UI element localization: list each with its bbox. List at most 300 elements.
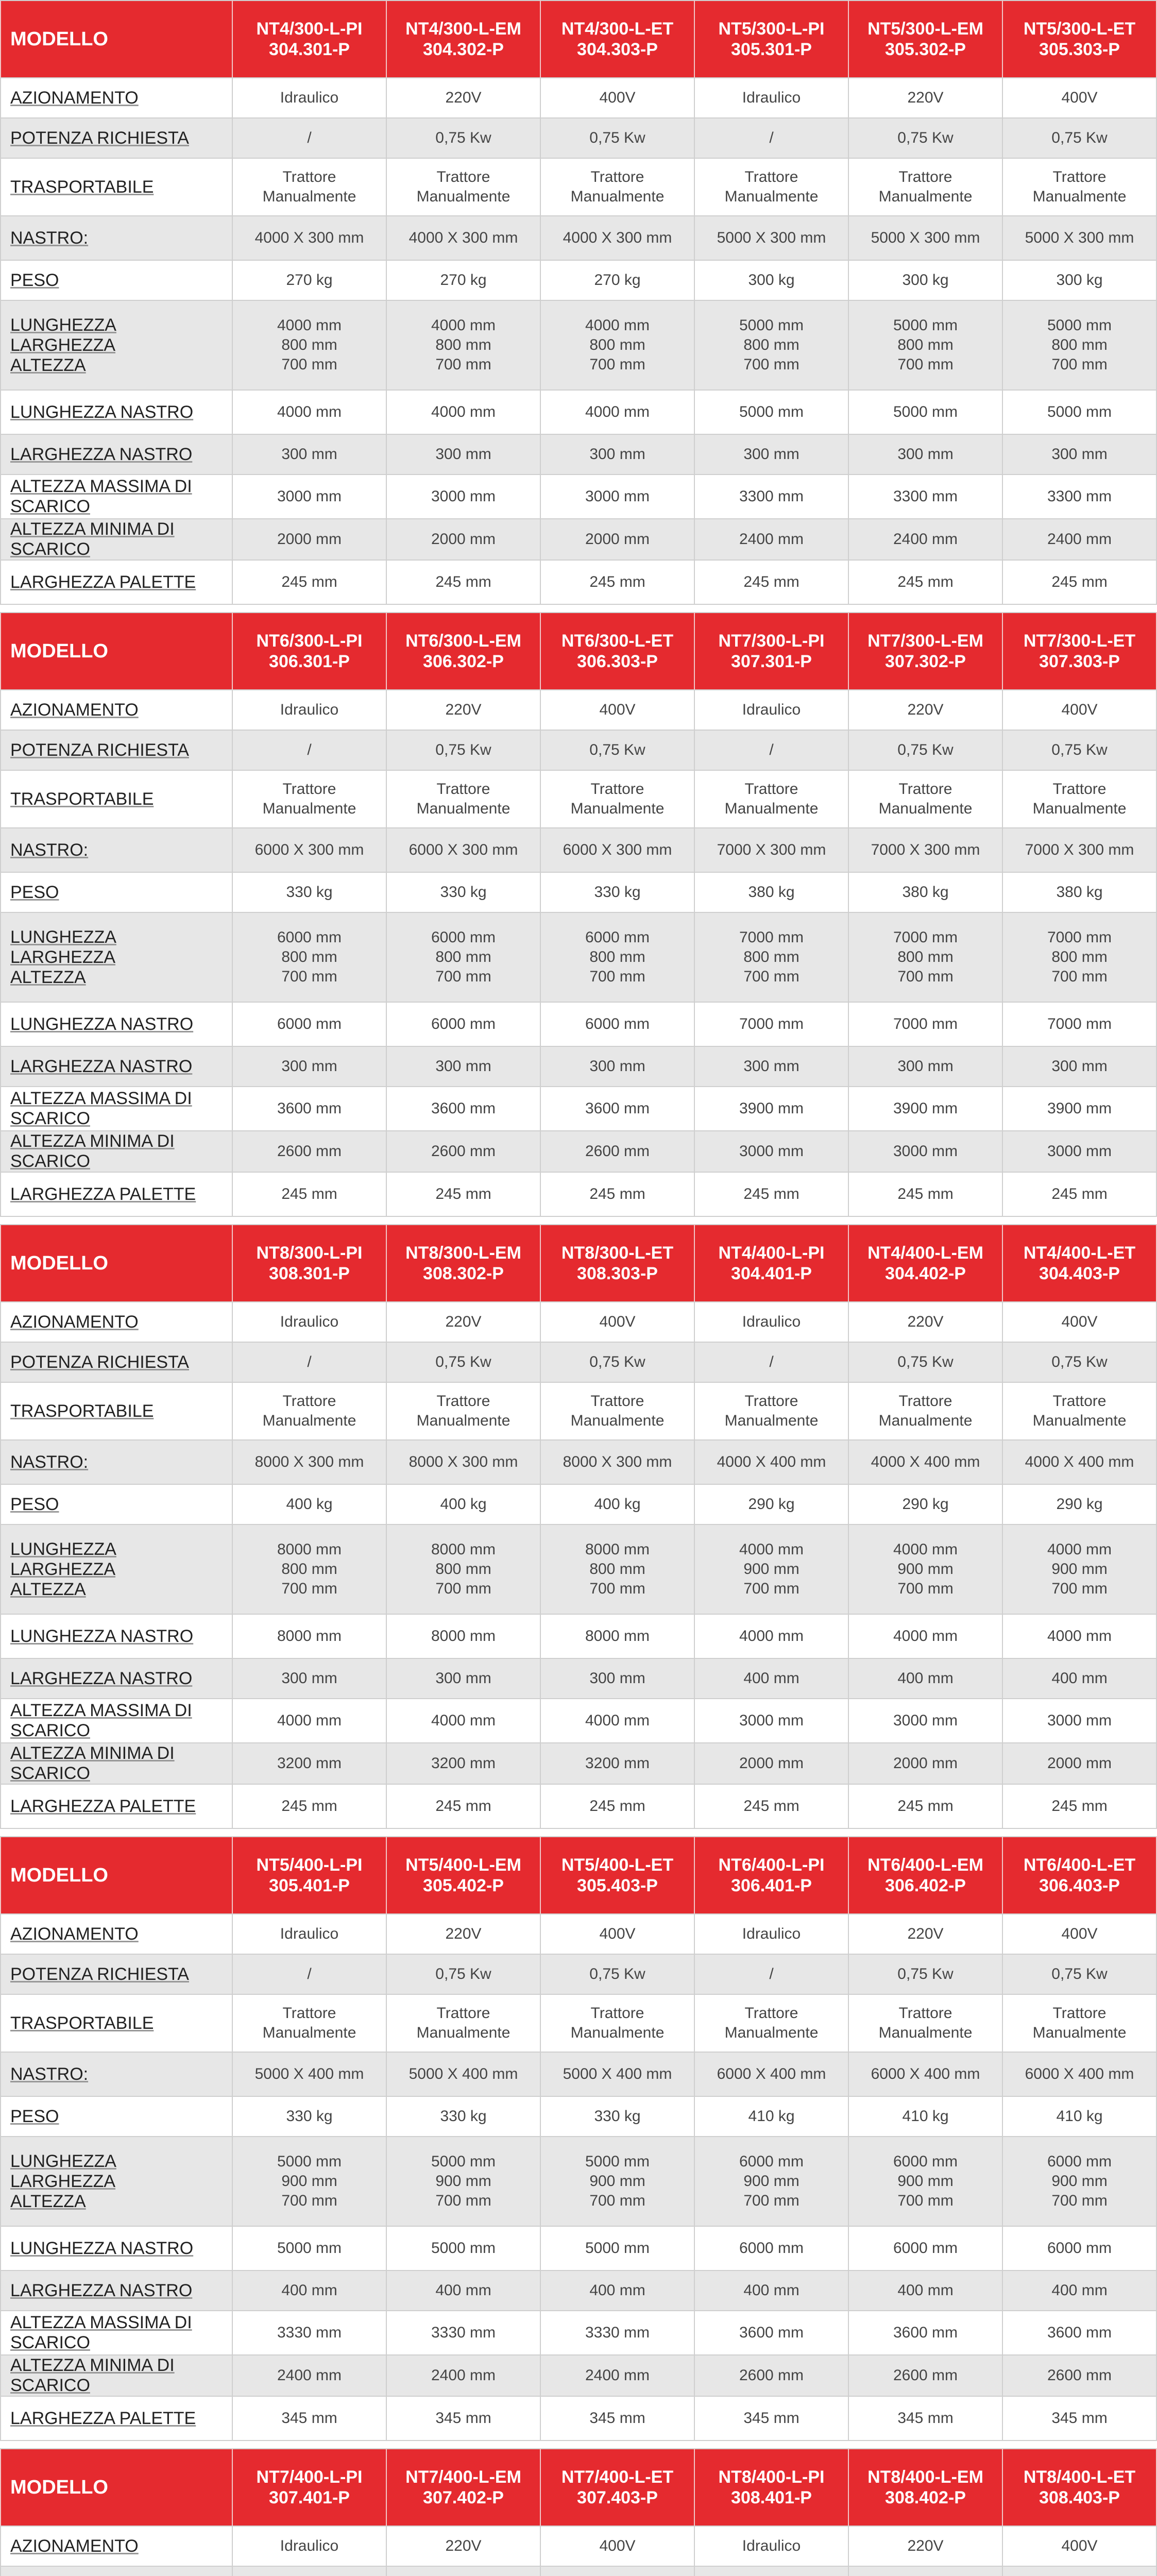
table-cell: 3000 mm bbox=[848, 1131, 1002, 1172]
table-cell: Trattore Manualmente bbox=[232, 1382, 386, 1440]
model-header: NT5/300-L-ET 305.303-P bbox=[1002, 1, 1156, 78]
table-cell: 0,75 Kw bbox=[848, 1342, 1002, 1382]
table-cell: 6000 X 300 mm bbox=[540, 828, 694, 872]
table-cell: 270 kg bbox=[540, 260, 694, 300]
table-cell: 300 mm bbox=[386, 1658, 540, 1699]
table-cell: 300 mm bbox=[1002, 434, 1156, 474]
table-cell: 7000 X 300 mm bbox=[1002, 828, 1156, 872]
table-cell: 2600 mm bbox=[232, 1131, 386, 1172]
row-label-nastro: NASTRO: bbox=[1, 2052, 232, 2096]
table-cell: 6000 mm 900 mm 700 mm bbox=[848, 2137, 1002, 2226]
table-row bbox=[1, 1524, 1156, 1614]
model-header: NT4/400-L-PI 304.401-P bbox=[694, 1225, 848, 1302]
table-cell: 345 mm bbox=[694, 2396, 848, 2441]
table-row bbox=[1, 1614, 1156, 1658]
table-cell: 6000 mm 900 mm 700 mm bbox=[1002, 2137, 1156, 2226]
table-cell: 345 mm bbox=[1002, 2396, 1156, 2441]
table-cell: 380 kg bbox=[1002, 872, 1156, 912]
model-header: NT7/400-L-ET 307.403-P bbox=[540, 2449, 694, 2526]
table-cell: 3000 mm bbox=[848, 1699, 1002, 1743]
table-row bbox=[1, 1743, 1156, 1784]
table-cell: 8000 X 300 mm bbox=[232, 1440, 386, 1484]
table-cell: 5000 X 400 mm bbox=[540, 2052, 694, 2096]
table-cell bbox=[540, 2566, 694, 2576]
table-cell: 7000 mm 800 mm 700 mm bbox=[694, 912, 848, 1002]
row-label-lunghezza-nastro: LUNGHEZZA NASTRO bbox=[1, 1002, 232, 1046]
table-row bbox=[1, 390, 1156, 434]
table-cell: 300 mm bbox=[232, 1658, 386, 1699]
model-header: NT6/300-L-ET 306.303-P bbox=[540, 613, 694, 690]
table-cell: 7000 mm bbox=[848, 1002, 1002, 1046]
table-cell: 345 mm bbox=[386, 2396, 540, 2441]
table-cell: 245 mm bbox=[540, 560, 694, 604]
table-cell: 220V bbox=[386, 78, 540, 118]
table-cell: 245 mm bbox=[232, 1172, 386, 1216]
table-cell: 2400 mm bbox=[694, 519, 848, 560]
table-cell: 400V bbox=[1002, 690, 1156, 730]
table-cell: 4000 mm bbox=[540, 1699, 694, 1743]
model-header: NT4/400-L-EM 304.402-P bbox=[848, 1225, 1002, 1302]
modello-label: MODELLO bbox=[1, 1225, 232, 1302]
table-cell: 245 mm bbox=[386, 560, 540, 604]
table-cell: 0,75 Kw bbox=[1002, 730, 1156, 770]
table-cell: 400 kg bbox=[540, 1484, 694, 1524]
table-cell: 0,75 Kw bbox=[540, 1342, 694, 1382]
table-cell: 245 mm bbox=[232, 560, 386, 604]
table-cell: 5000 X 400 mm bbox=[232, 2052, 386, 2096]
table-cell: 300 mm bbox=[386, 434, 540, 474]
spec-table bbox=[0, 1224, 1157, 1829]
row-label-trasportabile: TRASPORTABILE bbox=[1, 158, 232, 216]
model-header: NT7/400-L-PI 307.401-P bbox=[232, 2449, 386, 2526]
table-cell: 3600 mm bbox=[1002, 2311, 1156, 2355]
table-cell: 400 mm bbox=[1002, 2270, 1156, 2311]
table-cell: 245 mm bbox=[540, 1784, 694, 1828]
table-cell: Idraulico bbox=[694, 2526, 848, 2566]
table-cell: 245 mm bbox=[848, 1172, 1002, 1216]
table-row bbox=[1, 1440, 1156, 1484]
table-cell: Trattore Manualmente bbox=[848, 1382, 1002, 1440]
table-cell: 400V bbox=[1002, 1302, 1156, 1342]
table-cell: 4000 mm bbox=[386, 390, 540, 434]
table-row bbox=[1, 1658, 1156, 1699]
table-cell: Trattore Manualmente bbox=[232, 1994, 386, 2052]
table-cell: 5000 X 300 mm bbox=[848, 216, 1002, 260]
table-row bbox=[1, 770, 1156, 828]
table-cell: Idraulico bbox=[232, 690, 386, 730]
table-cell: 300 mm bbox=[848, 434, 1002, 474]
table-spacer bbox=[0, 1829, 1157, 1836]
model-header: NT8/300-L-PI 308.301-P bbox=[232, 1225, 386, 1302]
table-cell: 3900 mm bbox=[694, 1087, 848, 1131]
table-cell: 3330 mm bbox=[540, 2311, 694, 2355]
table-cell: 8000 mm bbox=[386, 1614, 540, 1658]
table-cell: 3330 mm bbox=[386, 2311, 540, 2355]
row-label-altezza-min: ALTEZZA MINIMA DI SCARICO bbox=[1, 519, 232, 560]
table-cell: 8000 mm bbox=[540, 1614, 694, 1658]
table-cell bbox=[694, 2566, 848, 2576]
row-label-nastro: NASTRO: bbox=[1, 216, 232, 260]
table-cell: 5000 mm 900 mm 700 mm bbox=[540, 2137, 694, 2226]
table-row bbox=[1, 1087, 1156, 1131]
table-cell: Trattore Manualmente bbox=[540, 770, 694, 828]
table-cell: 8000 mm 800 mm 700 mm bbox=[232, 1524, 386, 1614]
table-spacer bbox=[0, 2441, 1157, 2448]
table-row bbox=[1, 2566, 1156, 2576]
table-cell: 5000 mm 800 mm 700 mm bbox=[848, 300, 1002, 390]
table-cell: 245 mm bbox=[694, 560, 848, 604]
table-cell: 7000 mm bbox=[1002, 1002, 1156, 1046]
table-cell: Trattore Manualmente bbox=[1002, 158, 1156, 216]
table-row bbox=[1, 1002, 1156, 1046]
table-cell: 3900 mm bbox=[848, 1087, 1002, 1131]
table-cell: 4000 mm bbox=[540, 390, 694, 434]
table-cell: 245 mm bbox=[540, 1172, 694, 1216]
table-cell: Trattore Manualmente bbox=[232, 770, 386, 828]
table-cell: 2400 mm bbox=[540, 2355, 694, 2396]
table-cell: 400V bbox=[540, 78, 694, 118]
table-cell: 3200 mm bbox=[540, 1743, 694, 1784]
row-label-lunghezza-nastro: LUNGHEZZA NASTRO bbox=[1, 1614, 232, 1658]
model-header: NT4/400-L-ET 304.403-P bbox=[1002, 1225, 1156, 1302]
table-row bbox=[1, 260, 1156, 300]
model-header: NT4/300-L-ET 304.303-P bbox=[540, 1, 694, 78]
table-cell: 0,75 Kw bbox=[1002, 118, 1156, 158]
table-cell: 245 mm bbox=[694, 1784, 848, 1828]
table-cell: 2600 mm bbox=[848, 2355, 1002, 2396]
table-row bbox=[1, 1484, 1156, 1524]
table-cell: 6000 mm bbox=[694, 2226, 848, 2270]
model-header: NT5/300-L-EM 305.302-P bbox=[848, 1, 1002, 78]
modello-label: MODELLO bbox=[1, 613, 232, 690]
table-cell: 0,75 Kw bbox=[848, 730, 1002, 770]
table-row bbox=[1, 2526, 1156, 2566]
table-cell: 5000 mm bbox=[694, 390, 848, 434]
table-cell: 345 mm bbox=[540, 2396, 694, 2441]
row-label-peso: PESO bbox=[1, 260, 232, 300]
table-cell: 290 kg bbox=[694, 1484, 848, 1524]
table-cell: / bbox=[232, 1954, 386, 1994]
model-header: NT5/400-L-PI 305.401-P bbox=[232, 1837, 386, 1914]
table-cell: 330 kg bbox=[540, 2096, 694, 2137]
row-label-altezza-min: ALTEZZA MINIMA DI SCARICO bbox=[1, 2355, 232, 2396]
table-row bbox=[1, 216, 1156, 260]
model-header: NT5/400-L-EM 305.402-P bbox=[386, 1837, 540, 1914]
table-cell: 345 mm bbox=[848, 2396, 1002, 2441]
table-cell: 330 kg bbox=[386, 2096, 540, 2137]
table-cell: 245 mm bbox=[848, 1784, 1002, 1828]
table-cell: 400 mm bbox=[1002, 1658, 1156, 1699]
table-cell: 300 mm bbox=[540, 434, 694, 474]
table-cell: 4000 X 300 mm bbox=[232, 216, 386, 260]
table-cell: / bbox=[232, 118, 386, 158]
row-label-trasportabile: TRASPORTABILE bbox=[1, 1994, 232, 2052]
table-cell: 4000 mm bbox=[386, 1699, 540, 1743]
row-label-peso: PESO bbox=[1, 2096, 232, 2137]
table-cell: 7000 X 300 mm bbox=[848, 828, 1002, 872]
table-cell: 2000 mm bbox=[386, 519, 540, 560]
table-cell: 6000 X 400 mm bbox=[1002, 2052, 1156, 2096]
table-cell: Idraulico bbox=[694, 78, 848, 118]
table-cell: 3000 mm bbox=[1002, 1699, 1156, 1743]
model-header: NT7/300-L-ET 307.303-P bbox=[1002, 613, 1156, 690]
table-cell: 410 kg bbox=[694, 2096, 848, 2137]
row-label-potenza: POTENZA RICHIESTA bbox=[1, 730, 232, 770]
table-cell: 220V bbox=[848, 2526, 1002, 2566]
table-cell: 400 mm bbox=[232, 2270, 386, 2311]
table-cell bbox=[848, 2566, 1002, 2576]
table-cell bbox=[1002, 2566, 1156, 2576]
table-cell: 400V bbox=[1002, 1914, 1156, 1954]
table-cell: 300 kg bbox=[694, 260, 848, 300]
table-row bbox=[1, 828, 1156, 872]
model-header: NT5/300-L-PI 305.301-P bbox=[694, 1, 848, 78]
table-cell: 2600 mm bbox=[386, 1131, 540, 1172]
table-cell: 6000 mm 800 mm 700 mm bbox=[540, 912, 694, 1002]
table-row bbox=[1, 1954, 1156, 1994]
table-cell: 245 mm bbox=[1002, 1784, 1156, 1828]
table-cell: / bbox=[232, 1342, 386, 1382]
table-cell: 0,75 Kw bbox=[386, 1342, 540, 1382]
model-header: NT6/400-L-PI 306.401-P bbox=[694, 1837, 848, 1914]
table-cell: 400 mm bbox=[694, 1658, 848, 1699]
table-cell: 4000 X 400 mm bbox=[848, 1440, 1002, 1484]
table-cell: 2600 mm bbox=[1002, 2355, 1156, 2396]
table-cell: 245 mm bbox=[232, 1784, 386, 1828]
table-cell: 0,75 Kw bbox=[540, 1954, 694, 1994]
table-cell: 220V bbox=[386, 1302, 540, 1342]
table-cell: 5000 mm bbox=[540, 2226, 694, 2270]
row-label-larghezza-palette: LARGHEZZA PALETTE bbox=[1, 1172, 232, 1216]
table-cell: 400 kg bbox=[232, 1484, 386, 1524]
table-header-row bbox=[1, 613, 1156, 690]
row-label-lunghezza-nastro: LUNGHEZZA NASTRO bbox=[1, 390, 232, 434]
table-cell: / bbox=[694, 118, 848, 158]
row-label-larghezza-palette: LARGHEZZA PALETTE bbox=[1, 2396, 232, 2441]
table-cell: 7000 mm 800 mm 700 mm bbox=[1002, 912, 1156, 1002]
table-cell: 330 kg bbox=[540, 872, 694, 912]
table-row bbox=[1, 730, 1156, 770]
table-row bbox=[1, 1699, 1156, 1743]
table-cell: 400V bbox=[540, 690, 694, 730]
table-cell: 4000 mm 800 mm 700 mm bbox=[540, 300, 694, 390]
table-cell: 300 mm bbox=[1002, 1046, 1156, 1087]
table-cell: 380 kg bbox=[694, 872, 848, 912]
table-cell: 245 mm bbox=[694, 1172, 848, 1216]
table-cell: 3200 mm bbox=[386, 1743, 540, 1784]
table-row bbox=[1, 1172, 1156, 1216]
table-cell: 2000 mm bbox=[848, 1743, 1002, 1784]
table-row bbox=[1, 2226, 1156, 2270]
model-header: NT7/300-L-EM 307.302-P bbox=[848, 613, 1002, 690]
table-row bbox=[1, 1784, 1156, 1828]
row-label-dimensioni: LUNGHEZZA LARGHEZZA ALTEZZA bbox=[1, 2137, 232, 2226]
table-cell: Idraulico bbox=[232, 1302, 386, 1342]
table-cell: 5000 mm bbox=[1002, 390, 1156, 434]
table-cell: 410 kg bbox=[1002, 2096, 1156, 2137]
table-row bbox=[1, 912, 1156, 1002]
table-cell: 345 mm bbox=[232, 2396, 386, 2441]
table-cell: 330 kg bbox=[232, 872, 386, 912]
row-label-larghezza-nastro: LARGHEZZA NASTRO bbox=[1, 2270, 232, 2311]
model-header: NT4/300-L-PI 304.301-P bbox=[232, 1, 386, 78]
table-cell: Trattore Manualmente bbox=[540, 1382, 694, 1440]
table-cell: 5000 mm bbox=[386, 2226, 540, 2270]
table-cell: 3600 mm bbox=[848, 2311, 1002, 2355]
table-cell: 290 kg bbox=[848, 1484, 1002, 1524]
table-spacer bbox=[0, 605, 1157, 612]
table-cell: Trattore Manualmente bbox=[540, 158, 694, 216]
row-label-altezza-max: ALTEZZA MASSIMA DI SCARICO bbox=[1, 1699, 232, 1743]
model-header: NT5/400-L-ET 305.403-P bbox=[540, 1837, 694, 1914]
table-cell: 4000 X 300 mm bbox=[386, 216, 540, 260]
table-cell: Trattore Manualmente bbox=[1002, 1382, 1156, 1440]
table-cell: 3200 mm bbox=[232, 1743, 386, 1784]
table-cell: 6000 mm 900 mm 700 mm bbox=[694, 2137, 848, 2226]
table-cell: 5000 mm 800 mm 700 mm bbox=[694, 300, 848, 390]
model-header: NT6/300-L-EM 306.302-P bbox=[386, 613, 540, 690]
table-header-row bbox=[1, 1225, 1156, 1302]
model-header: NT8/300-L-ET 308.303-P bbox=[540, 1225, 694, 1302]
table-cell: 300 mm bbox=[232, 434, 386, 474]
table-cell: 300 mm bbox=[540, 1046, 694, 1087]
model-header: NT4/300-L-EM 304.302-P bbox=[386, 1, 540, 78]
table-cell: 6000 X 400 mm bbox=[694, 2052, 848, 2096]
table-cell: 400V bbox=[540, 1914, 694, 1954]
table-cell: 3000 mm bbox=[232, 474, 386, 519]
row-label-potenza bbox=[1, 2566, 232, 2576]
table-cell: 7000 X 300 mm bbox=[694, 828, 848, 872]
table-row bbox=[1, 434, 1156, 474]
table-cell: 4000 mm 800 mm 700 mm bbox=[232, 300, 386, 390]
row-label-trasportabile: TRASPORTABILE bbox=[1, 1382, 232, 1440]
row-label-azionamento: AZIONAMENTO bbox=[1, 1914, 232, 1954]
table-cell: 2000 mm bbox=[232, 519, 386, 560]
table-header-row bbox=[1, 1837, 1156, 1914]
table-cell: 220V bbox=[386, 1914, 540, 1954]
table-cell: 400 kg bbox=[386, 1484, 540, 1524]
table-cell: 6000 mm bbox=[386, 1002, 540, 1046]
table-cell: 6000 X 400 mm bbox=[848, 2052, 1002, 2096]
table-cell: 400V bbox=[540, 2526, 694, 2566]
row-label-nastro: NASTRO: bbox=[1, 1440, 232, 1484]
table-header-row bbox=[1, 1, 1156, 78]
modello-label: MODELLO bbox=[1, 1837, 232, 1914]
table-cell: 5000 mm 900 mm 700 mm bbox=[232, 2137, 386, 2226]
table-cell: 220V bbox=[848, 690, 1002, 730]
table-row bbox=[1, 158, 1156, 216]
table-row bbox=[1, 118, 1156, 158]
model-header: NT6/400-L-ET 306.403-P bbox=[1002, 1837, 1156, 1914]
table-cell: Idraulico bbox=[232, 78, 386, 118]
model-header: NT6/400-L-EM 306.402-P bbox=[848, 1837, 1002, 1914]
table-cell: 400 mm bbox=[694, 2270, 848, 2311]
table-cell: 0,75 Kw bbox=[540, 118, 694, 158]
table-cell: 300 mm bbox=[232, 1046, 386, 1087]
table-cell: 4000 mm bbox=[232, 390, 386, 434]
table-row bbox=[1, 1994, 1156, 2052]
table-cell: 5000 X 300 mm bbox=[694, 216, 848, 260]
table-cell: 400V bbox=[1002, 2526, 1156, 2566]
table-cell: 0,75 Kw bbox=[386, 118, 540, 158]
table-row bbox=[1, 2311, 1156, 2355]
table-cell: / bbox=[694, 1954, 848, 1994]
table-cell: 4000 X 300 mm bbox=[540, 216, 694, 260]
row-label-potenza: POTENZA RICHIESTA bbox=[1, 1954, 232, 1994]
table-row bbox=[1, 519, 1156, 560]
table-cell: / bbox=[694, 1342, 848, 1382]
table-cell: 6000 X 300 mm bbox=[386, 828, 540, 872]
table-row bbox=[1, 690, 1156, 730]
table-row bbox=[1, 1382, 1156, 1440]
table-cell: 3300 mm bbox=[694, 474, 848, 519]
table-cell: 245 mm bbox=[848, 560, 1002, 604]
table-cell: 6000 mm 800 mm 700 mm bbox=[232, 912, 386, 1002]
table-row bbox=[1, 1131, 1156, 1172]
table-cell: Trattore Manualmente bbox=[1002, 1994, 1156, 2052]
table-cell: 220V bbox=[848, 1914, 1002, 1954]
row-label-azionamento: AZIONAMENTO bbox=[1, 2526, 232, 2566]
table-cell: 220V bbox=[386, 2526, 540, 2566]
table-cell: 2400 mm bbox=[1002, 519, 1156, 560]
table-cell: Trattore Manualmente bbox=[386, 1994, 540, 2052]
table-cell: Idraulico bbox=[694, 1302, 848, 1342]
table-row bbox=[1, 1914, 1156, 1954]
table-row bbox=[1, 300, 1156, 390]
table-cell: Trattore Manualmente bbox=[386, 770, 540, 828]
table-cell: 3000 mm bbox=[540, 474, 694, 519]
table-cell: 0,75 Kw bbox=[386, 730, 540, 770]
row-label-dimensioni: LUNGHEZZA LARGHEZZA ALTEZZA bbox=[1, 912, 232, 1002]
table-row bbox=[1, 2096, 1156, 2137]
table-cell: 4000 mm bbox=[848, 1614, 1002, 1658]
table-cell: 8000 X 300 mm bbox=[386, 1440, 540, 1484]
table-cell: 4000 X 400 mm bbox=[694, 1440, 848, 1484]
row-label-larghezza-nastro: LARGHEZZA NASTRO bbox=[1, 434, 232, 474]
row-label-altezza-max: ALTEZZA MASSIMA DI SCARICO bbox=[1, 1087, 232, 1131]
table-cell: 6000 mm 800 mm 700 mm bbox=[386, 912, 540, 1002]
table-cell: 5000 mm 800 mm 700 mm bbox=[1002, 300, 1156, 390]
table-cell: 300 kg bbox=[1002, 260, 1156, 300]
table-cell: 3900 mm bbox=[1002, 1087, 1156, 1131]
row-label-larghezza-palette: LARGHEZZA PALETTE bbox=[1, 560, 232, 604]
table-cell: 380 kg bbox=[848, 872, 1002, 912]
table-cell: 6000 mm bbox=[1002, 2226, 1156, 2270]
model-header: NT8/400-L-PI 308.401-P bbox=[694, 2449, 848, 2526]
row-label-dimensioni: LUNGHEZZA LARGHEZZA ALTEZZA bbox=[1, 1524, 232, 1614]
table-cell: 7000 mm bbox=[694, 1002, 848, 1046]
table-cell: Idraulico bbox=[232, 2526, 386, 2566]
table-cell: Trattore Manualmente bbox=[848, 158, 1002, 216]
model-header: NT7/400-L-EM 307.402-P bbox=[386, 2449, 540, 2526]
table-cell: 0,75 Kw bbox=[540, 730, 694, 770]
table-cell: 5000 mm bbox=[232, 2226, 386, 2270]
table-cell: 2000 mm bbox=[694, 1743, 848, 1784]
table-cell: Idraulico bbox=[694, 1914, 848, 1954]
table-cell: 6000 X 300 mm bbox=[232, 828, 386, 872]
table-cell: 400 mm bbox=[848, 1658, 1002, 1699]
row-label-azionamento: AZIONAMENTO bbox=[1, 1302, 232, 1342]
table-cell: Trattore Manualmente bbox=[848, 770, 1002, 828]
table-cell: 300 mm bbox=[540, 1658, 694, 1699]
table-cell: 4000 mm 900 mm 700 mm bbox=[1002, 1524, 1156, 1614]
table-cell: 4000 mm bbox=[232, 1699, 386, 1743]
table-cell: 330 kg bbox=[386, 872, 540, 912]
row-label-larghezza-nastro: LARGHEZZA NASTRO bbox=[1, 1046, 232, 1087]
model-header: NT8/300-L-EM 308.302-P bbox=[386, 1225, 540, 1302]
table-cell: 2400 mm bbox=[232, 2355, 386, 2396]
table-cell: 8000 mm 800 mm 700 mm bbox=[540, 1524, 694, 1614]
